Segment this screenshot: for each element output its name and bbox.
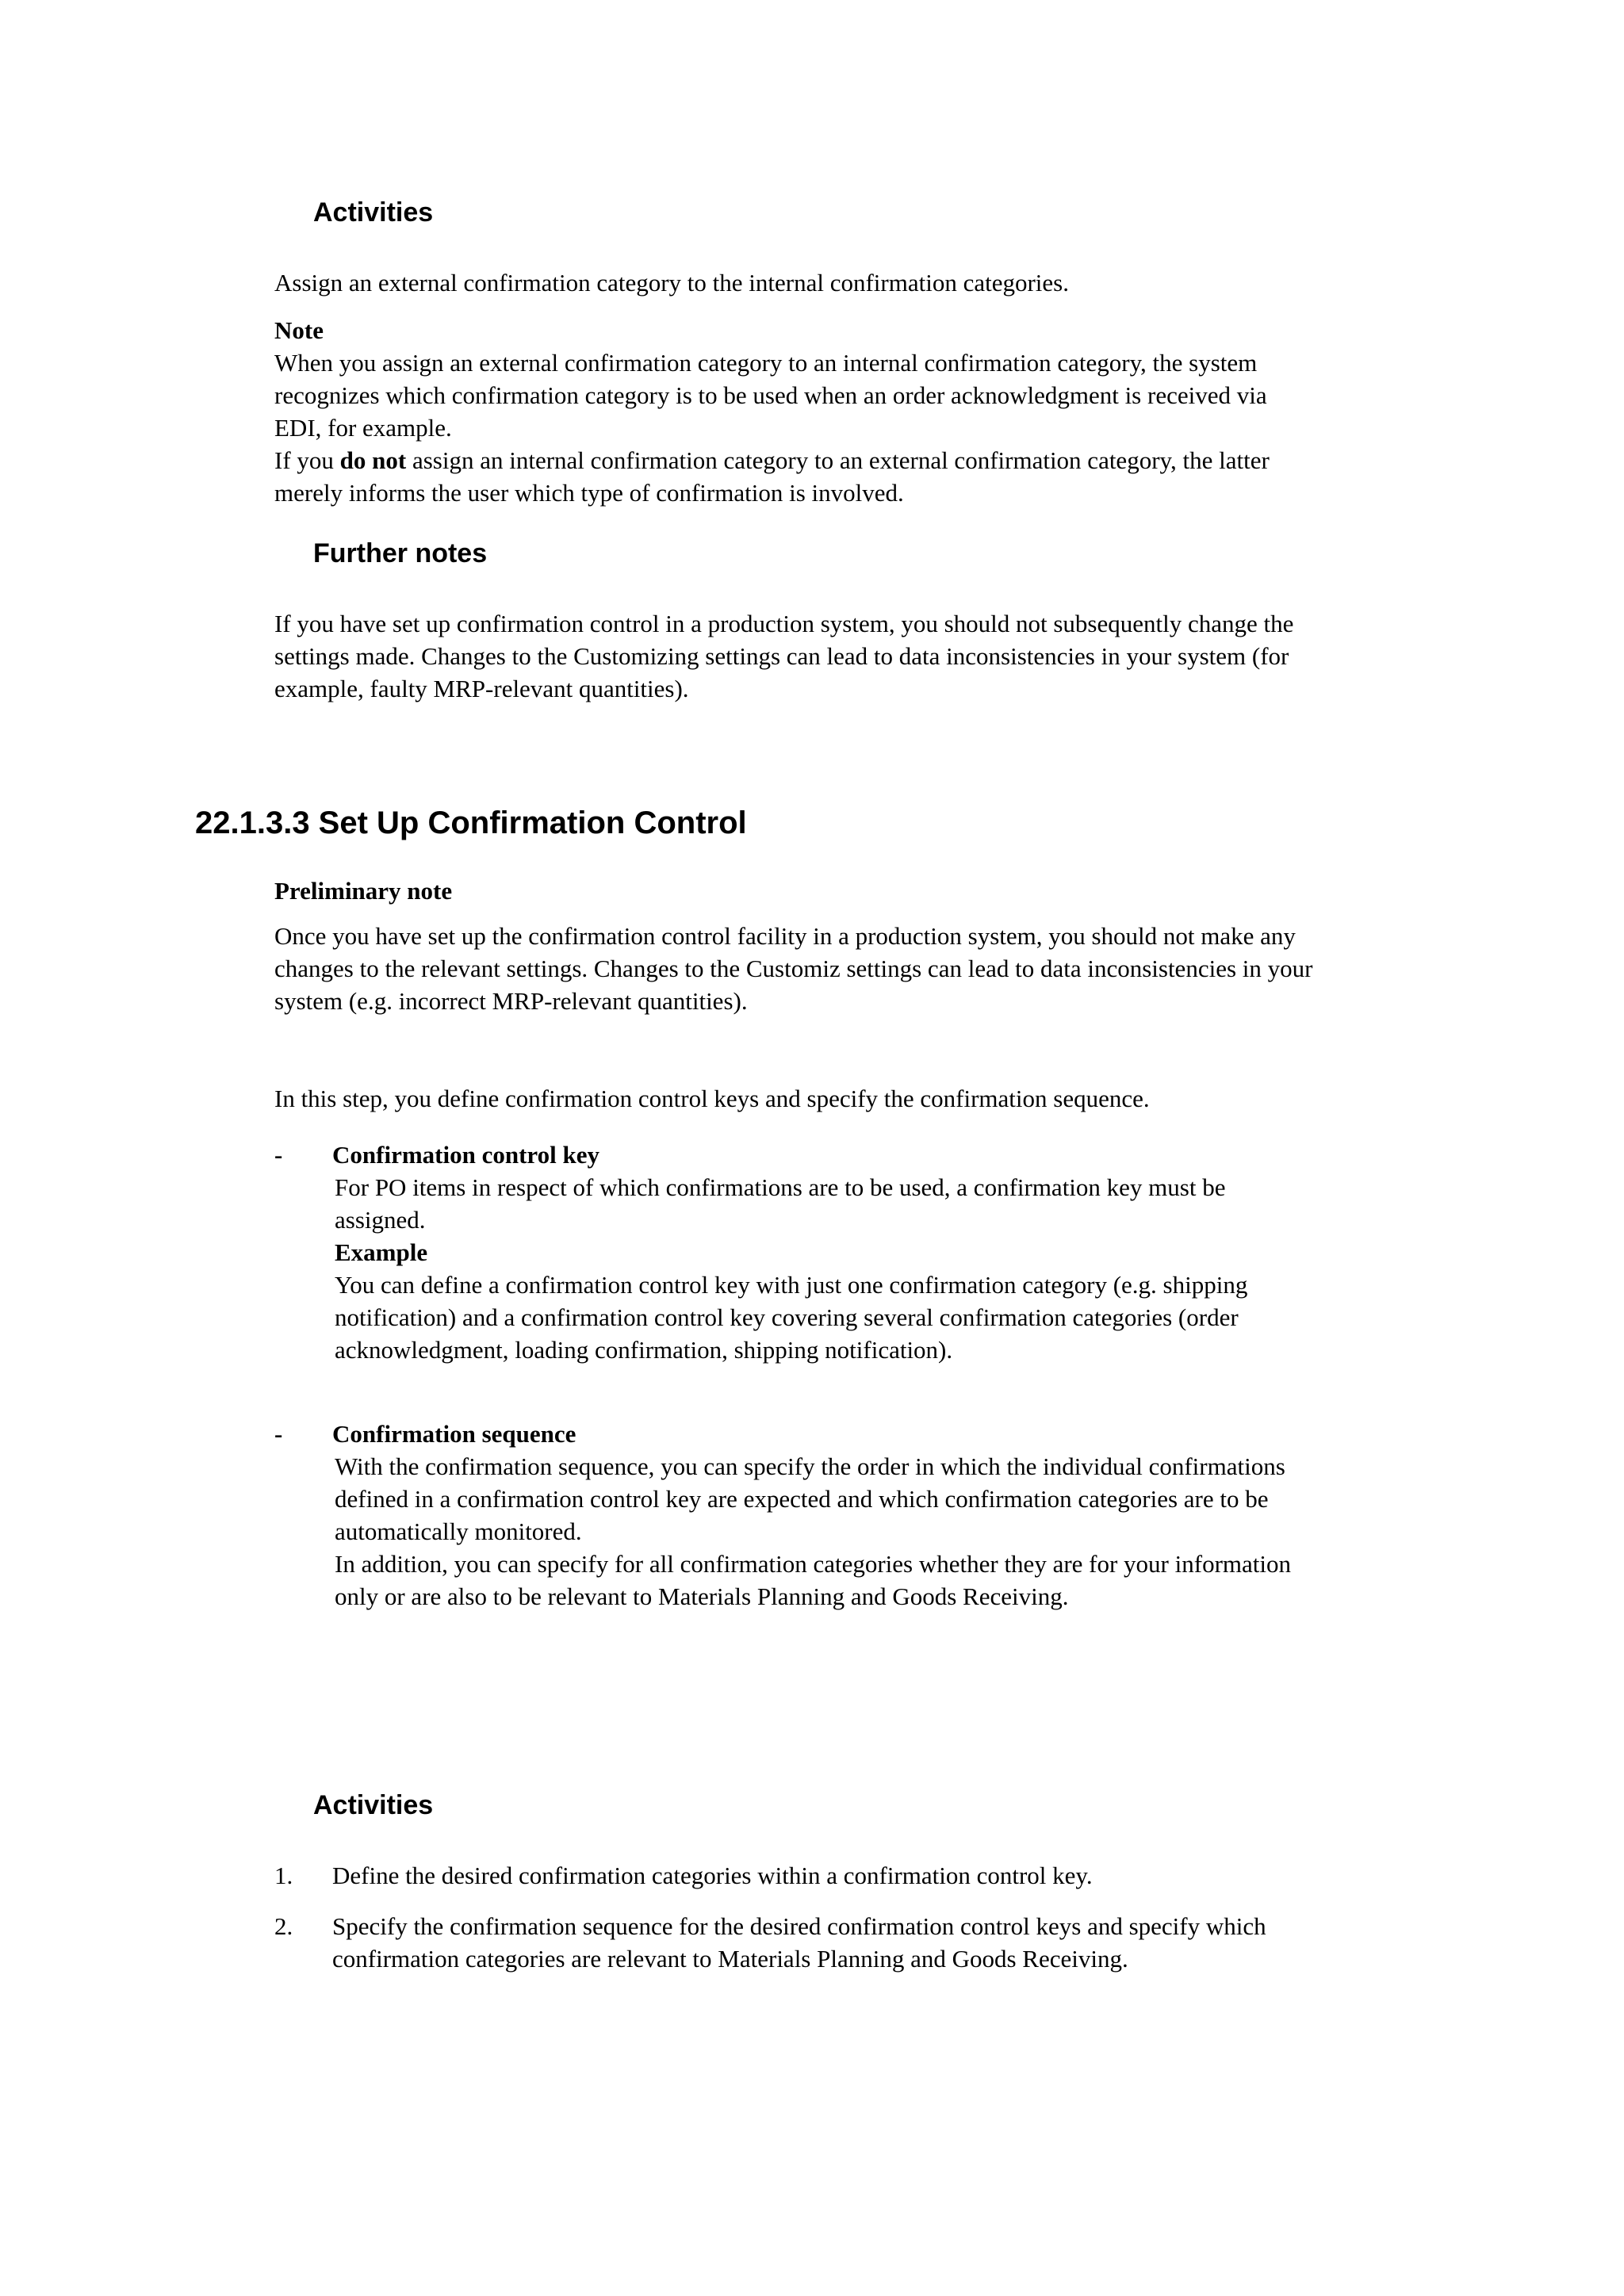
- sequence-line-2: defined in a confirmation control key are expected and which confirmation categories are to be: [335, 1485, 1269, 1513]
- bullet-marker-1: -: [274, 1141, 283, 1169]
- note-line-3: EDI, for example.: [274, 414, 452, 442]
- example-line-1: You can define a confirmation control key with just one confirmation category (e.g. shipping: [335, 1271, 1248, 1299]
- sequence-title: Confirmation sequence: [332, 1420, 576, 1448]
- further-notes-line-1: If you have set up confirmation control in a production system, you should not subsequently change the: [274, 610, 1294, 637]
- note-line-4: [274, 444, 1270, 476]
- note-line-4-start: If you: [274, 446, 340, 474]
- note-emphasis: do not: [339, 446, 407, 474]
- activities-2-heading: Activities: [313, 1790, 434, 1820]
- step-1-text: Define the desired confirmation categories within a confirmation control key.: [332, 1862, 1093, 1889]
- example-line-3: acknowledgment, loading confirmation, shipping notification).: [335, 1336, 953, 1364]
- sequence-line-3: automatically monitored.: [335, 1517, 582, 1545]
- control-key-line-1: For PO items in respect of which confirmations are to be used, a confirmation key must be: [335, 1173, 1226, 1201]
- sequence-line-5: only or are also to be relevant to Materials Planning and Goods Receiving.: [335, 1582, 1069, 1610]
- example-label: Example: [335, 1238, 428, 1266]
- activities-text: Assign an external confirmation category to the internal confirmation categories.: [274, 269, 1069, 297]
- preliminary-note-label: Preliminary note: [274, 877, 453, 905]
- step-2-line-1: Specify the confirmation sequence for the desired confirmation control keys and specify which: [332, 1912, 1266, 1940]
- intro-text: In this step, you define confirmation control keys and specify the confirmation sequence.: [274, 1085, 1150, 1112]
- preliminary-line-3: system (e.g. incorrect MRP-relevant quantities).: [274, 987, 748, 1015]
- example-line-2: notification) and a confirmation control key covering several confirmation categories (order: [335, 1303, 1239, 1331]
- preliminary-line-1: Once you have set up the confirmation control facility in a production system, you should not make any: [274, 922, 1296, 950]
- sequence-line-1: With the confirmation sequence, you can specify the order in which the individual confirmations: [335, 1452, 1285, 1480]
- note-label: Note: [274, 316, 324, 344]
- note-line-1: When you assign an external confirmation category to an internal confirmation category, the system: [274, 349, 1258, 377]
- activities-heading: Activities: [313, 197, 434, 228]
- bullet-marker-2: -: [274, 1420, 283, 1448]
- further-notes-line-2: settings made. Changes to the Customizing settings can lead to data inconsistencies in your system (for: [274, 642, 1289, 670]
- preliminary-line-2: changes to the relevant settings. Changes to the Customiz settings can lead to data inconsistencies in your: [274, 955, 1313, 982]
- section-title: 22.1.3.3 Set Up Confirmation Control: [195, 806, 747, 840]
- control-key-line-2: assigned.: [335, 1206, 426, 1234]
- note-line-4-end: assign an internal confirmation category to an external confirmation category, the latter: [406, 446, 1270, 474]
- step-2-line-2: confirmation categories are relevant to Materials Planning and Goods Receiving.: [332, 1945, 1128, 1973]
- step-1-number: 1.: [274, 1862, 293, 1889]
- note-line-2: recognizes which confirmation category is to be used when an order acknowledgment is received via: [274, 381, 1267, 409]
- further-notes-heading: Further notes: [313, 538, 488, 568]
- further-notes-line-3: example, faulty MRP-relevant quantities).: [274, 675, 689, 702]
- note-line-5: merely informs the user which type of confirmation is involved.: [274, 479, 904, 507]
- sequence-line-4: In addition, you can specify for all confirmation categories whether they are for your information: [335, 1550, 1291, 1578]
- step-2-number: 2.: [274, 1912, 293, 1940]
- control-key-title: Confirmation control key: [332, 1141, 599, 1169]
